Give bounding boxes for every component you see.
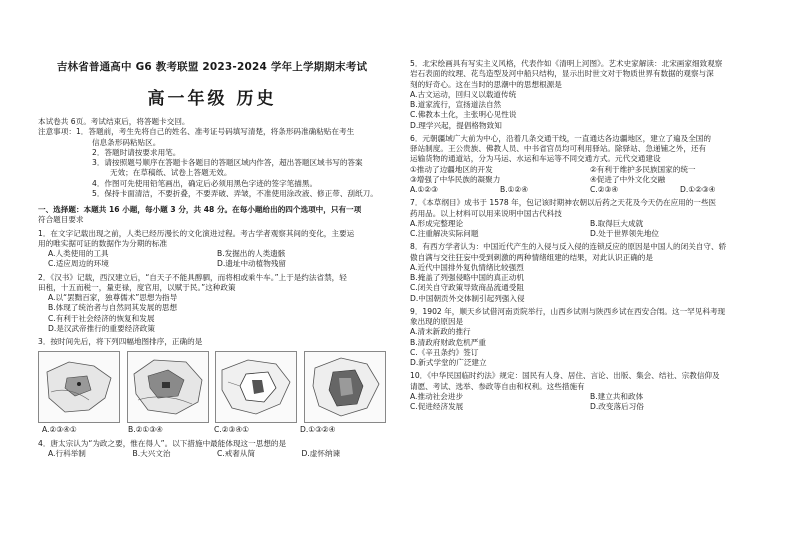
q2-option-c: C.有利于社会经济的恢复和发展 [48,313,155,323]
q3-option-a: A.②③④① [42,425,77,435]
question-7 [410,198,770,239]
q10-stem-1: 10．《中华民国临时约法》规定：国民有人身、居住、言论、出版、集会、结社、宗教信仰及 [410,371,720,381]
q2-option-b: B.体现了统治者与自然同其发展的思想 [48,303,178,313]
exam-title: 吉林省普通高中 G6 教考联盟 2023-2024 学年上学期期末考试 [56,61,368,73]
q10-stem-2: 请愿、考试、选举、参政等自由和权利。这些措施有 [410,381,585,391]
question-5 [410,59,770,131]
map-3 [215,351,297,423]
question-9 [410,307,770,369]
q1-option-b: B.发掘出的人类遗骸 [217,249,286,259]
q8-option-c: C.闭关自守政策导致商品流通受阻 [410,283,525,293]
question-6 [410,134,770,196]
q8-option-a: A.近代中国排外复仇情绪比较强烈 [410,262,524,272]
q7-option-b: B.取得巨大成就 [590,218,644,228]
notice-1b: 信息条形码粘贴区。 [92,137,161,147]
section-line-1: 一、选择题：本题共 16 小题，每小题 3 分，共 48 分。在每小题给出的四个选项中，只有一项 [38,205,362,215]
section-line-2: 符合题目要求 [38,215,84,225]
q8-option-d: D.中国朝贡外交体制引起列强入侵 [410,293,525,303]
q7-option-a: A.形成完整理论 [410,218,464,228]
exam-subtitle: 高一年级 历史 [147,89,277,110]
q5-option-a: A.古文运动，回归义以载道传统 [410,89,517,99]
q1-option-a: A.人类使用的工具 [48,249,109,259]
q6-stem-1: 6．元朝疆域广大前为中心，沿着几条交通干线，一直通达各边疆地区，建立了遍及全国的 [410,133,711,143]
q10-option-a: A.推动社会进步 [410,391,464,401]
q5-option-d: D.理学兴起，提倡格物致知 [410,120,502,130]
q1-option-c: C.适应周边的环境 [48,259,109,269]
q10-option-d: D.改变落后习俗 [590,402,644,411]
question-2 [38,273,386,335]
q4-stem: 4．唐太宗认为“为政之要，惟在得人”。以下措施中最能体现这一思想的是 [38,438,287,448]
question-3 [38,337,386,436]
question-4 [38,439,386,460]
q6-option-b: B.①②④ [500,185,529,194]
q3-option-c: C.②③④① [214,425,249,435]
q3-option-d: D.①③②④ [300,425,336,435]
q9-stem-2: 象出现的原因是 [410,317,464,326]
q6-option-d: D.①②③④ [680,185,716,194]
q8-option-b: B.掩盖了列强侵略中国的真正动机 [410,273,524,282]
notice-5: 5．保持卡面清洁，不要折叠，不要弄破、弄皱，不准使用涂改液、修正带、刮纸刀。 [92,188,378,198]
q6-option-a: A.①②③ [410,185,438,194]
right-column [410,56,770,412]
q8-stem-1: 8．有西方学者认为：中国近代产生的入侵与反入侵的连锁反应的原因是中国人的闭关自守、轿 [410,242,727,252]
map-row [38,351,386,423]
q6-statement-1: ①推动了边疆地区的开发 [410,164,493,174]
q6-statement-2: ②有利于维护多民族国家的统一 [590,164,696,174]
q6-option-c: C.②③④ [590,185,619,194]
q6-stem-3: 运输货物的通道站，分为马运、水运和车运等不同交通方式。元代交通建设 [410,154,661,164]
q2-stem-2: 田租，十五而税一，量吏禄，度官用，以赋于民。”这种政策 [38,282,236,292]
q4-option-c: C.戒奢从简 [217,448,256,458]
left-column [38,0,386,459]
q5-option-b: B.道家流行，宣扬道法自然 [410,100,502,109]
q10-option-b: B.建立共和政体 [590,391,644,401]
q5-option-c: C.佛教本土化，主张明心见性说 [410,110,517,120]
exam-intro [38,117,386,199]
q5-stem-1: 5．北宋绘画具有写实主义风格，代表作如《清明上河图》。艺术史家解读：北宋画家细致观察 [410,59,723,68]
q7-stem-2: 药用品。以上材料可以用来说明中国古代科技 [410,208,562,218]
q2-option-a: A.以“罢黜百家，独尊儒术”思想为指导 [48,293,178,303]
q8-stem-2: 傲自满与交往狂妄中受到刺激的两种情绪组建的结果，对此认识正确的是 [410,252,653,262]
q9-option-d: D.新式学堂的广泛建立 [410,358,487,367]
q9-option-a: A.清末新政的推行 [410,327,471,337]
q6-statement-4: ④促进了中外文化交融 [590,174,666,184]
q10-option-c: C.促进经济发展 [410,402,464,411]
q7-stem-1: 7．《本草纲目》成书于 1578 年，包记该时期神农朝以后药之天花及今天仍在应用的一些医 [410,198,717,208]
q6-stem-2: 驿站制度。王公贵族、佛教人员、中书省官员均可利用驿站。除驿站、急递铺之外，还有 [410,144,707,153]
q9-option-b: B.清政府财政危机严重 [410,337,486,347]
question-10 [410,371,770,412]
section-header [38,205,386,226]
q4-option-d: D.虚怀纳谏 [301,448,341,458]
q1-option-d: D.遗址中动植物残留 [217,259,287,269]
map-4 [304,351,386,423]
q4-option-a: A.行科举制 [48,448,86,458]
q1-stem-2: 用的唯实据可证的数据作为分期的标准 [38,238,168,248]
map-1 [38,351,120,423]
q2-stem-1: 2．《汉书》记载，西汉建立后，“自天子不能具醇驷，而将相或乘牛车。”上于是约法省禁，轻 [38,272,347,282]
notice-3: 3．请按照题号顺序在答题卡各题目的答题区域内作答，超出答题区域书写的答案 [92,158,363,168]
notice-1: 注意事项：1．答题前，考生先将自己的姓名、准考证号码填写清楚，将条形码准确粘贴在考生 [38,127,355,137]
q3-option-b: B.②①③④ [128,425,163,435]
q5-stem-2: 岩石表面的纹理、花鸟造型及河中船只结构，显示出时世文对于物质世界有数据的观察与深 [410,69,714,79]
q6-statement-3: ③增强了中华民族的凝聚力 [410,174,501,184]
notice-3b: 无效；在草稿纸、试卷上答题无效。 [110,168,232,178]
q7-option-d: D.处于世界领先地位 [590,229,660,238]
notice-2: 2．答题时请按要求用笔。 [92,147,181,157]
q2-option-d: D.是汉武帝推行的重要经济政策 [48,323,155,333]
map-2 [127,351,209,423]
question-1 [38,229,386,270]
q1-stem-1: 1．在文字记载出现之前，人类已经历漫长的文化演进过程。考古学者观察其间的变化，主要运 [38,228,355,238]
notice-4: 4．作图可先使用铅笔画出，确定后必须用黑色字迹的签字笔描黑。 [92,178,318,188]
intro-pages: 本试卷共 6页。考试结束后，将答题卡交回。 [38,117,190,127]
q7-option-c: C.注重解决实际问题 [410,229,479,238]
question-8 [410,242,770,304]
q4-option-b: B.大兴文治 [132,448,171,458]
q9-option-c: C.《辛丑条约》签订 [410,347,479,357]
q3-stem: 3．按时间先后，将下列四幅地图排序，正确的是 [38,337,203,347]
q9-stem-1: 9．1902 年，顺天乡试借河南贡院举行，山西乡试则与陕西乡试在西安合闱。这一罕见科考现 [410,306,726,316]
q5-stem-3: 刻的好奇心。这在当时的思潮中的思想根源是 [410,79,562,89]
